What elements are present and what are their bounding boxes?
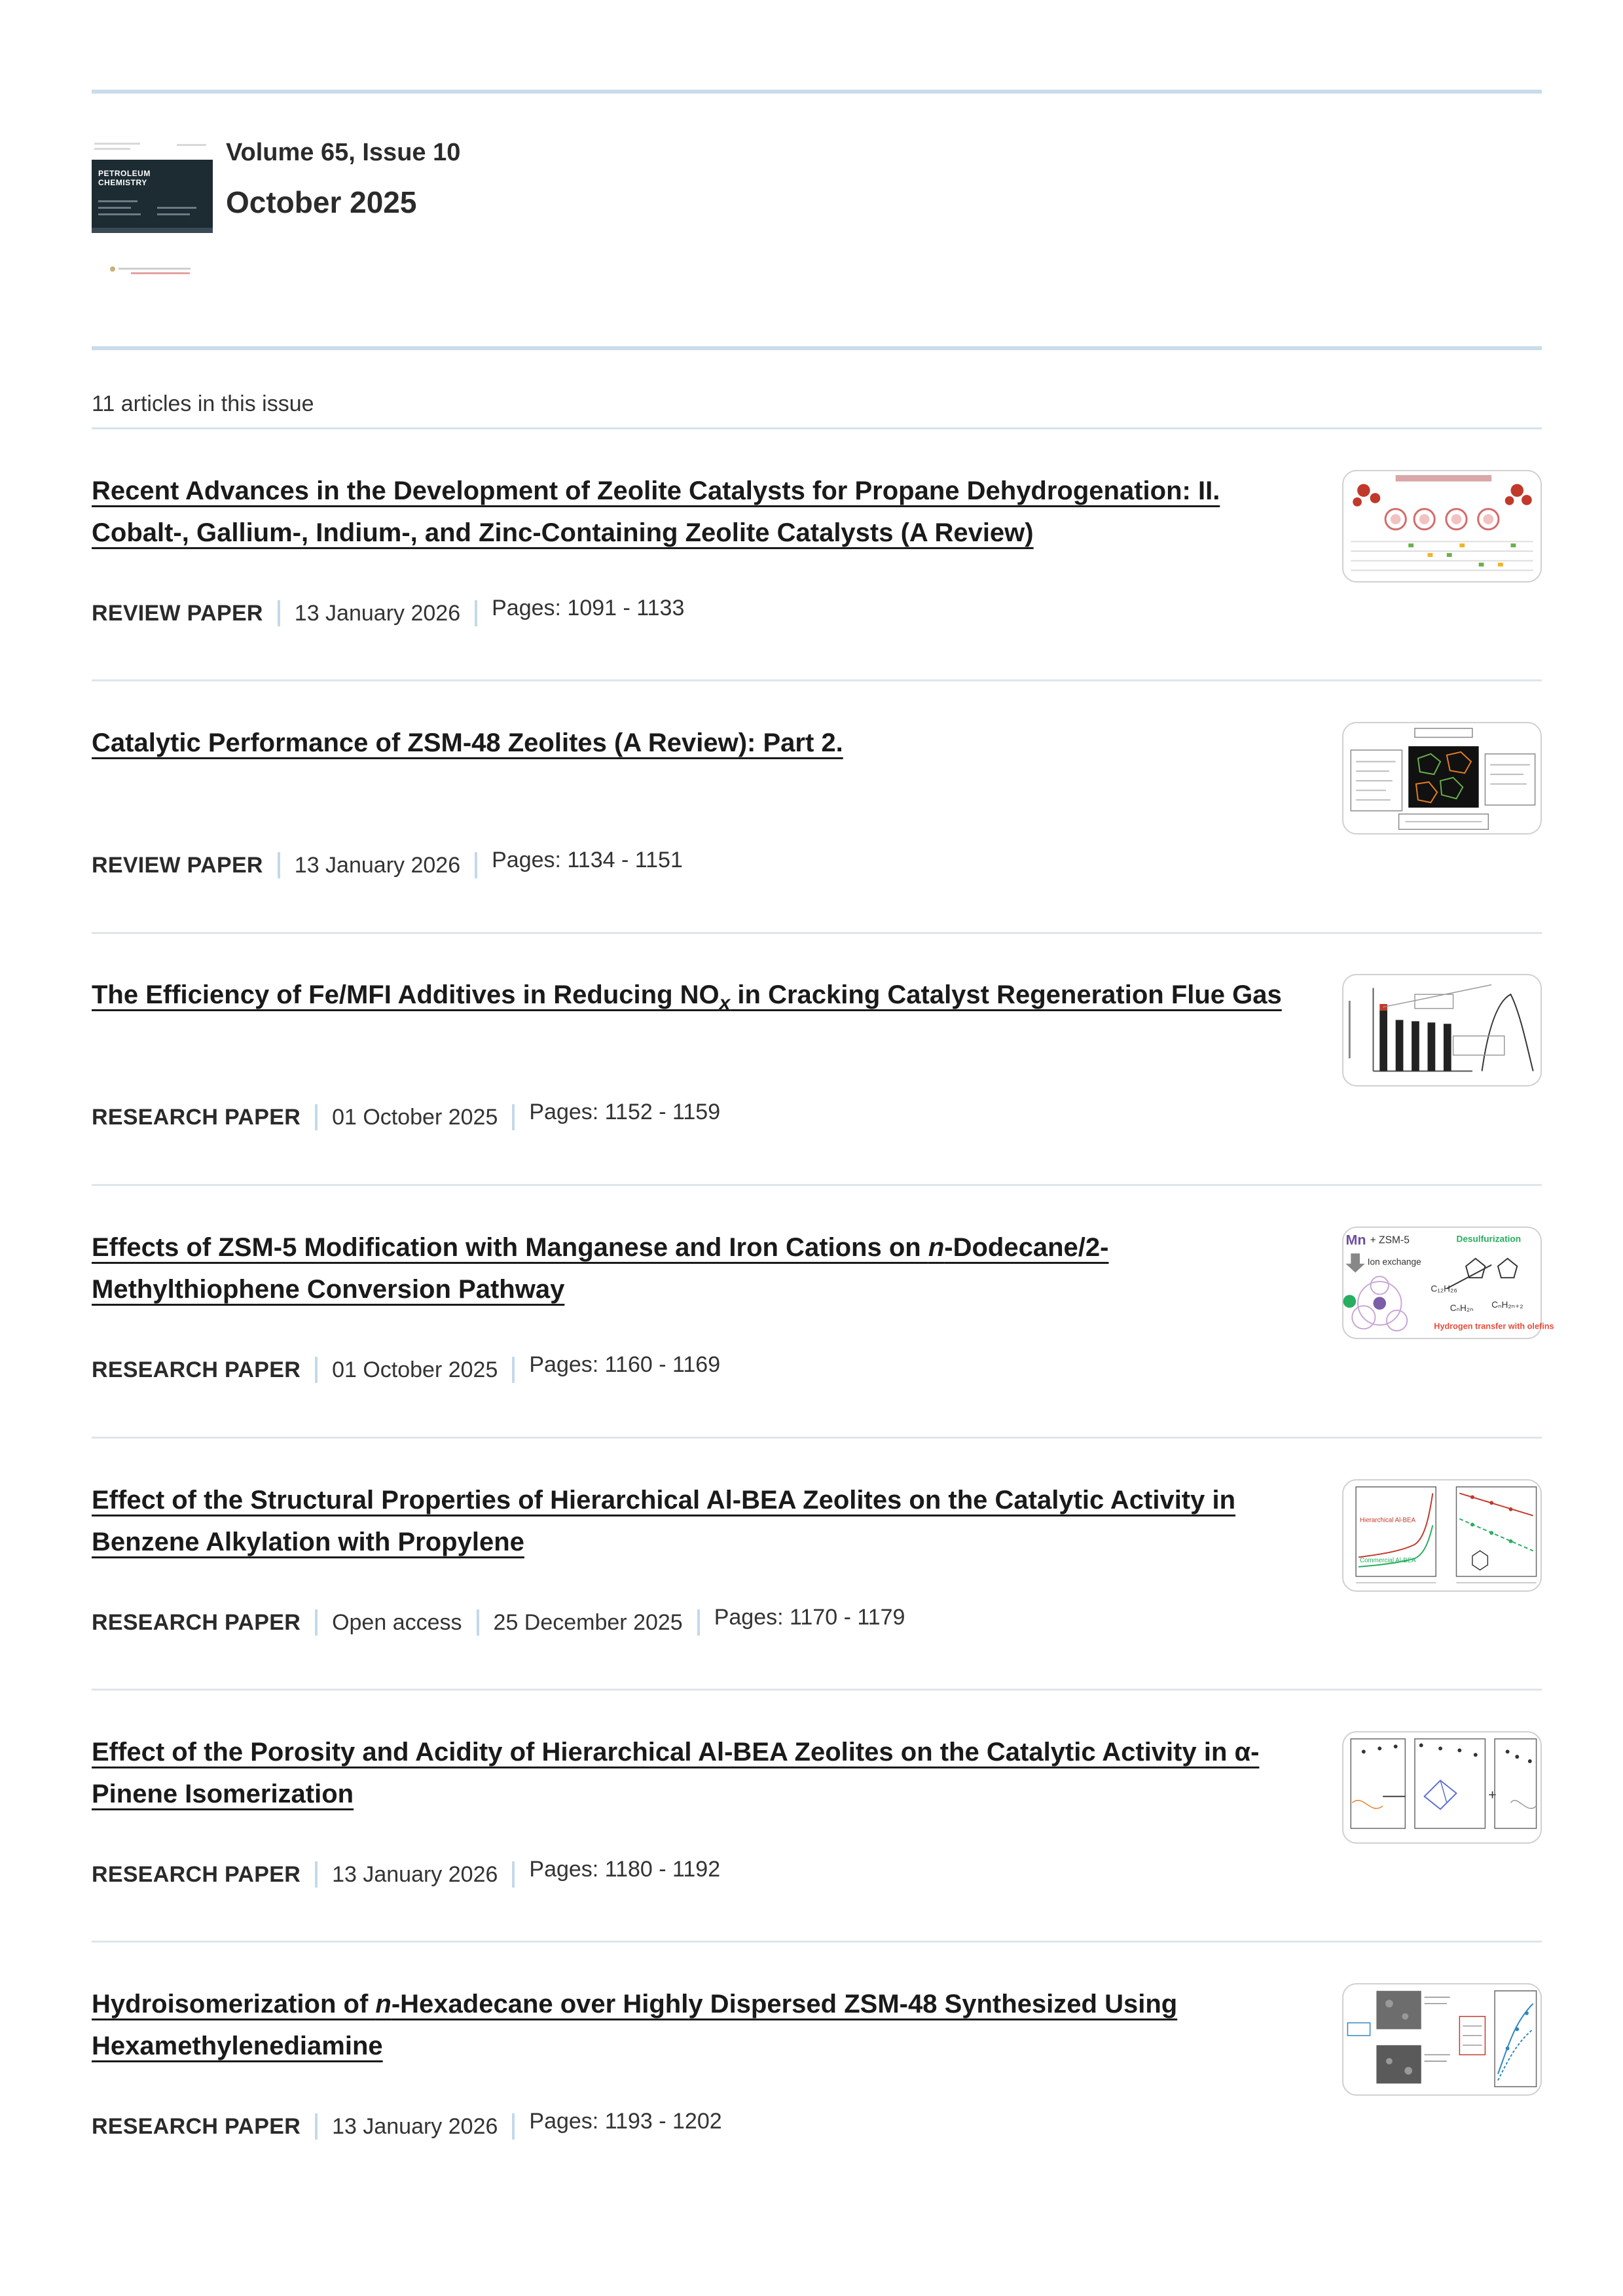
- cover-dark-panel: [92, 160, 213, 233]
- article-list-item: [92, 1983, 1542, 2219]
- article-type: RESEARCH PAPER: [92, 1357, 301, 1382]
- article-title-link[interactable]: [92, 1227, 1283, 1310]
- article-title-link[interactable]: [92, 1731, 1283, 1815]
- meta-separator: [278, 600, 280, 626]
- article-title-text: Hydroisomerization of: [92, 1990, 376, 2018]
- article-title-text: Effects of ZSM-5 Modification with Manganese and Iron Cations on: [92, 1233, 928, 1262]
- article-divider: [92, 1184, 1542, 1186]
- article-divider: [92, 1437, 1542, 1439]
- article-pages: Pages: 1152 - 1159: [529, 1099, 721, 1124]
- thumb-label-hierarchical: Hierarchical Al-BEA: [1359, 1516, 1416, 1524]
- top-divider: [92, 90, 1542, 94]
- article-type: RESEARCH PAPER: [92, 1861, 301, 1887]
- publisher-logo-icon: [108, 266, 200, 275]
- article-type: REVIEW PAPER: [92, 600, 263, 626]
- article-title-italic: n: [928, 1233, 945, 1262]
- cover-title-line2: CHEMISTRY: [98, 178, 147, 187]
- article-pages: Pages: 1193 - 1202: [529, 2108, 722, 2134]
- article-title-text: Recent Advances in the Development of Zeolite Catalysts for Propane Dehydrogenation: II. Cobalt-, Gallium-, Indium-, and Zinc-Containing Zeolite Catalysts (A Review): [92, 476, 1220, 547]
- article-divider: [92, 679, 1542, 681]
- article-pages: Pages: 1170 - 1179: [714, 1604, 905, 1630]
- article-title-text: -Hexadecane over Highly Dispersed ZSM-48 Synthesized Using Hexamethylenediamine: [92, 1990, 1178, 2060]
- cover-title-line1: PETROLEUM: [98, 169, 151, 178]
- article-date: 01 October 2025: [332, 1357, 498, 1382]
- bar-chart-thumbnail-icon: [1343, 975, 1541, 1085]
- article-title-subscript: x: [719, 992, 731, 1014]
- thumb-label-zsm5: + ZSM-5: [1370, 1234, 1410, 1246]
- article-date: 25 December 2025: [493, 1609, 683, 1635]
- article-title-text: Catalytic Performance of ZSM-48 Zeolites (A Review): Part 2.: [92, 728, 843, 757]
- article-graphical-abstract-thumbnail[interactable]: [1342, 1983, 1542, 2096]
- thumb-label-cnh2n: CₙH₂ₙ: [1450, 1302, 1474, 1313]
- header-divider: [92, 346, 1542, 350]
- isotherm-plots-thumbnail-icon: [1343, 1480, 1541, 1590]
- article-graphical-abstract-thumbnail[interactable]: [1342, 470, 1542, 583]
- article-access: Open access: [332, 1609, 462, 1635]
- article-list-item: [92, 974, 1542, 1210]
- meta-separator: [475, 852, 477, 878]
- article-date: 13 January 2026: [294, 852, 461, 878]
- article-divider: [92, 932, 1542, 934]
- article-meta: [92, 1352, 721, 1384]
- meta-separator: [315, 1861, 318, 1888]
- article-meta: [92, 847, 683, 880]
- article-graphical-abstract-thumbnail[interactable]: [1342, 1479, 1542, 1592]
- meta-separator: [315, 1104, 318, 1130]
- article-date: 13 January 2026: [332, 2113, 498, 2139]
- issue-date: October 2025: [226, 185, 417, 219]
- article-graphical-abstract-thumbnail[interactable]: [1342, 1227, 1554, 1339]
- list-top-divider: [92, 427, 1542, 429]
- article-date: 01 October 2025: [332, 1104, 498, 1130]
- article-pages: Pages: 1134 - 1151: [492, 847, 683, 872]
- article-count: 11 articles in this issue: [92, 391, 314, 416]
- meta-separator: [512, 1104, 515, 1130]
- article-list-item: [92, 470, 1542, 706]
- article-meta: [92, 595, 685, 628]
- issue-volume: Volume 65, Issue 10: [226, 139, 461, 166]
- meta-separator: [512, 2113, 515, 2140]
- article-meta: [92, 1604, 905, 1637]
- zsm48-structure-diagram-thumbnail-icon: [1343, 723, 1541, 833]
- thumb-label-commercial: Commercial Al-BEA: [1359, 1557, 1416, 1565]
- article-meta: [92, 2108, 722, 2141]
- article-divider: [92, 1941, 1542, 1943]
- article-date: 13 January 2026: [332, 1861, 498, 1887]
- article-title-text: Effect of the Porosity and Acidity of Hierarchical Al-BEA Zeolites on the Catalytic Activity in α-Pinene Isomerization: [92, 1738, 1260, 1808]
- thumb-label-ion-exchange: Ion exchange: [1367, 1257, 1421, 1267]
- article-title-text: Effect of the Structural Properties of Hierarchical Al-BEA Zeolites on the Catalytic Activity in Benzene Alkylation with Propylene: [92, 1486, 1236, 1556]
- cover-header: [92, 137, 213, 160]
- article-type: REVIEW PAPER: [92, 852, 263, 878]
- article-pages: Pages: 1091 - 1133: [492, 595, 685, 620]
- thumb-label-cnh2n2: CₙH₂ₙ₊₂: [1491, 1300, 1523, 1310]
- article-title-text: The Efficiency of Fe/MFI Additives in Reducing NO: [92, 980, 720, 1009]
- meta-separator: [315, 1609, 318, 1636]
- article-title-italic: n: [375, 1990, 392, 2018]
- meta-separator: [475, 600, 477, 626]
- ion-exchange-scheme-thumbnail-icon: [1343, 1228, 1554, 1338]
- article-divider: [92, 1689, 1542, 1691]
- meta-separator: [315, 1357, 318, 1383]
- meta-separator: [477, 1609, 479, 1636]
- article-list-item: [92, 1479, 1542, 1715]
- article-pages: Pages: 1180 - 1192: [529, 1856, 721, 1882]
- thumb-label-mn: Mn: [1345, 1232, 1366, 1248]
- article-meta: [92, 1099, 721, 1132]
- article-type: RESEARCH PAPER: [92, 1609, 301, 1635]
- article-type: RESEARCH PAPER: [92, 2113, 301, 2139]
- thumb-label-desulfurization: Desulfurization: [1456, 1234, 1522, 1244]
- meta-separator: [697, 1609, 700, 1636]
- article-meta: [92, 1856, 721, 1889]
- article-graphical-abstract-thumbnail[interactable]: [1342, 974, 1542, 1086]
- article-graphical-abstract-thumbnail[interactable]: [1342, 722, 1542, 834]
- thumb-label-c12h26: C₁₂H₂₆: [1431, 1283, 1457, 1294]
- article-title-link[interactable]: [92, 1983, 1283, 2067]
- meta-separator: [512, 1357, 515, 1383]
- article-title-text: in Cracking Catalyst Regeneration Flue Gas: [730, 980, 1282, 1009]
- article-graphical-abstract-thumbnail[interactable]: [1342, 1731, 1542, 1844]
- meta-separator: [512, 1861, 515, 1888]
- article-type: RESEARCH PAPER: [92, 1104, 301, 1130]
- svg-text:+: +: [1488, 1787, 1497, 1803]
- article-list-item: [92, 1731, 1542, 1967]
- article-title-text: -Dodecane/2-Methylthiophene Conversion Pathway: [92, 1233, 1109, 1304]
- sem-images-thumbnail-icon: [1343, 1984, 1541, 2094]
- article-date: 13 January 2026: [294, 600, 461, 626]
- meta-separator: [278, 852, 280, 878]
- scatter-plots-thumbnail-icon: [1343, 1732, 1541, 1842]
- article-title-link[interactable]: [92, 1479, 1283, 1563]
- article-list-item: [92, 1227, 1554, 1462]
- issue-page: [92, 0, 1554, 2296]
- article-title-link[interactable]: [92, 470, 1283, 554]
- article-list-item: [92, 722, 1542, 958]
- meta-separator: [315, 2113, 318, 2140]
- article-title-link[interactable]: [92, 722, 1283, 764]
- article-pages: Pages: 1160 - 1169: [529, 1352, 721, 1377]
- journal-cover-image[interactable]: [92, 137, 213, 295]
- article-title-link[interactable]: [92, 974, 1283, 1024]
- thumb-label-hydrogen-transfer: Hydrogen transfer with olefins: [1434, 1321, 1554, 1331]
- propane-dehydrogenation-scheme-thumbnail-icon: [1343, 471, 1541, 581]
